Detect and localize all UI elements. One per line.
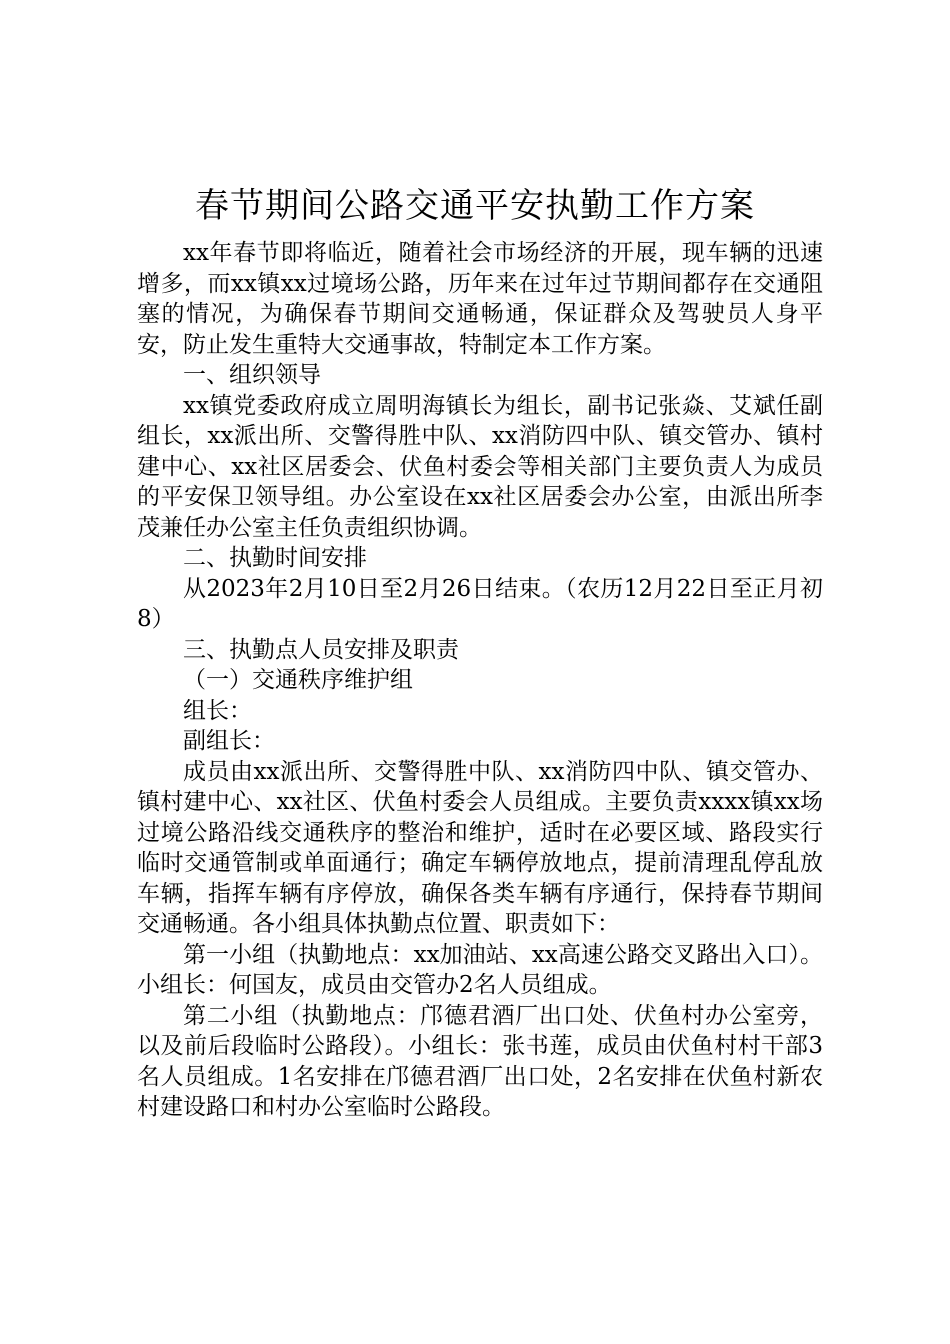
paragraph-team-one: 第一小组（执勤地点：xx加油站、xx高速公路交叉路出入口）。小组长：何国友，成员由交管办2名人员组成。 xyxy=(137,941,823,998)
subheading-traffic-group: （一）交通秩序维护组 xyxy=(183,667,413,693)
paragraph-schedule: 从2023年2月10日至2月26日结束。（农历12月22日至正月初8） xyxy=(137,575,823,632)
paragraph-organization: xx镇党委政府成立周明海镇长为组长，副书记张焱、艾斌任副组长，xx派出所、交警得胜中队、xx消防四中队、镇交管办、镇村建中心、xx社区居委会、伏鱼村委会等相关部门主要负责人为成员的平安保卫领导组。办公室设在xx社区居委会办公室，由派出所李茂兼任办公室主任负责组织协调。 xyxy=(137,392,823,541)
document-body xyxy=(137,238,823,1123)
paragraph-members: 成员由xx派出所、交警得胜中队、xx消防四中队、镇交管办、镇村建中心、xx社区、伏鱼村委会人员组成。主要负责xxxx镇xx场过境公路沿线交通秩序的整治和维护，适时在必要区域、路段实行临时交通管制或单面通行；确定车辆停放地点，提前清理乱停乱放车辆，指挥车辆有序停放，确保各类车辆有序通行，保持春节期间交通畅通。各小组具体执勤点位置、职责如下： xyxy=(137,758,823,937)
paragraph-intro: xx年春节即将临近，随着社会市场经济的开展，现车辆的迅速增多，而xx镇xx过境场公路，历年来在过年过节期间都存在交通阻塞的情况，为确保春节期间交通畅通，保证群众及驾驶员人身平安，防止发生重特大交通事故，特制定本工作方案。 xyxy=(137,240,823,358)
deputy-leader-line: 副组长： xyxy=(183,728,275,754)
document-title: 春节期间公路交通平安执勤工作方案 xyxy=(195,186,755,226)
heading-organization: 一、组织领导 xyxy=(183,362,321,388)
group-leader-line: 组长： xyxy=(183,697,252,724)
paragraph-team-two: 第二小组（执勤地点：邝德君酒厂出口处、伏鱼村办公室旁，以及前后段临时公路段）。小组长：张书莲，成员由伏鱼村村干部3名人员组成。1名安排在邝德君酒厂出口处，2名安排在伏鱼村新农村建设路口和村办公室临时公路段。 xyxy=(137,1002,823,1120)
heading-duty-points: 三、执勤点人员安排及职责 xyxy=(183,636,459,663)
heading-schedule: 二、执勤时间安排 xyxy=(183,545,367,571)
